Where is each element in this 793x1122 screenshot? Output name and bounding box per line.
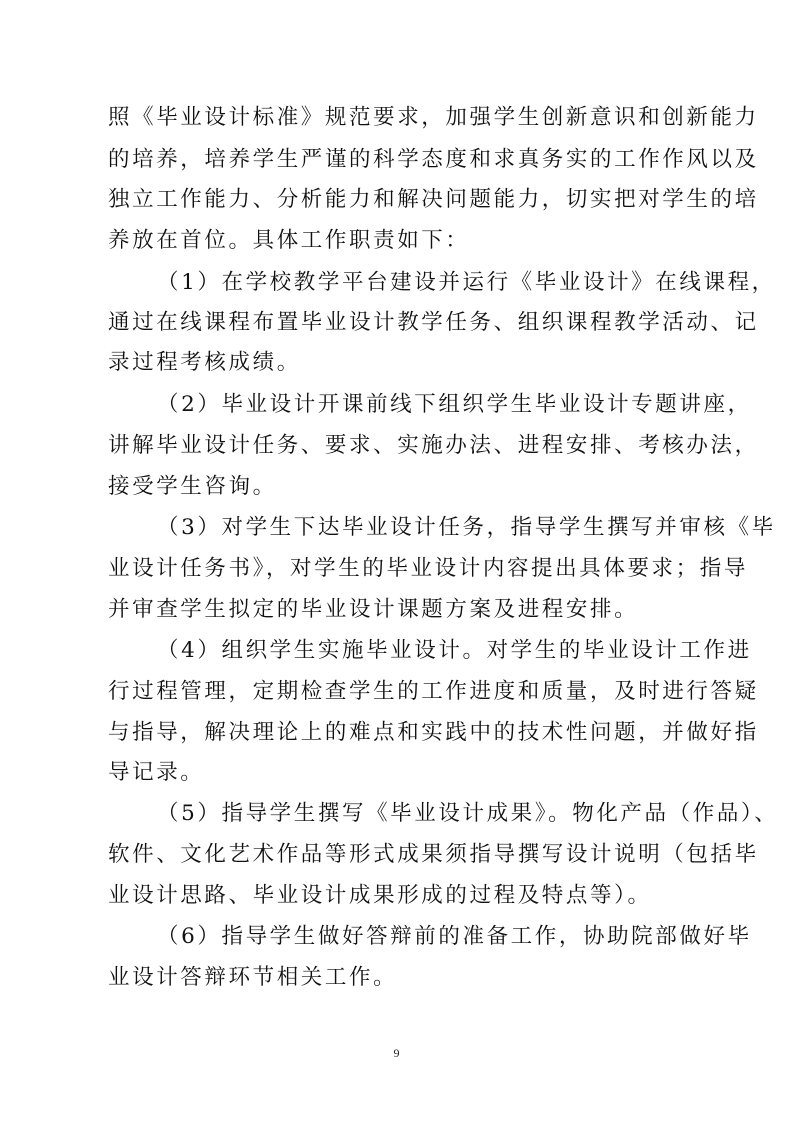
paragraph-6-first-line: （6）指导学生做好答辩前的准备工作，协助院部做好毕 xyxy=(157,924,752,949)
body-text-line: 讲解毕业设计任务、要求、实施办法、进程安排、考核办法， xyxy=(108,433,759,458)
body-text-line: 的培养，培养学生严谨的科学态度和求真务实的工作作风以及 xyxy=(108,147,759,172)
body-text-line: 与指导，解决理论上的难点和实践中的技术性问题，并做好指 xyxy=(108,720,759,745)
body-text-line: 接受学生咨询。 xyxy=(108,474,277,499)
body-text-line: 行过程管理，定期检查学生的工作进度和质量，及时进行答疑 xyxy=(108,679,759,704)
body-text-line: 业设计任务书》，对学生的毕业设计内容提出具体要求；指导 xyxy=(108,556,748,581)
body-text-line: 录过程考核成绩。 xyxy=(108,350,301,375)
paragraph-2-first-line: （2）毕业设计开课前线下组织学生毕业设计专题讲座， xyxy=(157,392,752,417)
page-number: 9 xyxy=(393,1046,400,1060)
paragraph-1-first-line: （1）在学校教学平台建设并运行《毕业设计》在线课程， xyxy=(157,270,776,295)
body-text-line: 软件、文化艺术作品等形式成果须指导撰写设计说明（包括毕 xyxy=(108,842,759,867)
body-text-line: 独立工作能力、分析能力和解决问题能力，切实把对学生的培 xyxy=(108,187,759,212)
paragraph-3-first-line: （3）对学生下达毕业设计任务，指导学生撰写并审核《毕 xyxy=(157,515,776,540)
body-text-line: 并审查学生拟定的毕业设计课题方案及进程安排。 xyxy=(108,597,639,622)
body-text-line: 导记录。 xyxy=(108,760,205,785)
body-text-line: 养放在首位。具体工作职责如下： xyxy=(108,228,470,253)
body-text-line: 业设计答辩环节相关工作。 xyxy=(108,965,398,990)
body-text-line: 业设计思路、毕业设计成果形成的过程及特点等）。 xyxy=(108,883,652,908)
body-text-line: 通过在线课程布置毕业设计教学任务、组织课程教学活动、记 xyxy=(108,310,759,335)
paragraph-4-first-line: （4）组织学生实施毕业设计。对学生的毕业设计工作进 xyxy=(157,638,752,663)
paragraph-5-first-line: （5）指导学生撰写《毕业设计成果》。物化产品（作品）、 xyxy=(157,801,779,826)
body-text-line: 照《毕业设计标准》规范要求，加强学生创新意识和创新能力 xyxy=(108,105,759,130)
